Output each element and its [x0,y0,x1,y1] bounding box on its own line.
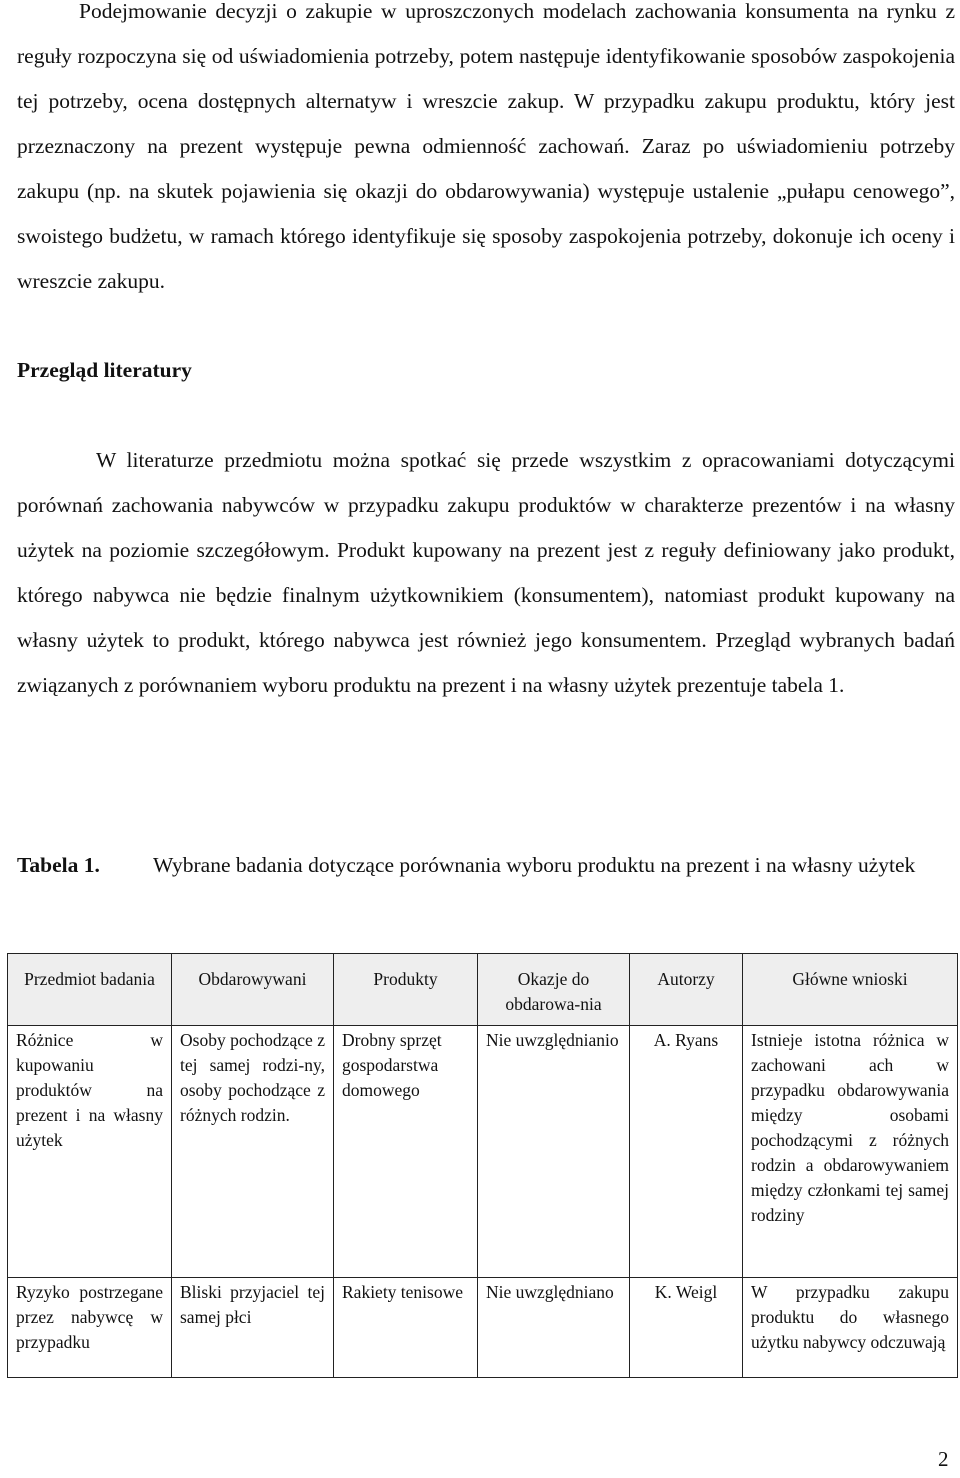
studies-table [7,953,958,1378]
table-cell: Rakiety tenisowe [334,1278,478,1378]
intro-paragraph: Podejmowanie decyzji o zakupie w uproszczonych modelach zachowania konsumenta na rynku z reguły rozpoczyna się od uświadomienia potrzeby, potem następuje identyfikowanie sposobów zaspokojenia tej potrzeby, ocena dostępnych alternatyw i wreszcie zakup. W przypadku zakupu produktu, który jest przeznaczony na prezent występuje pewna odmienność zachowań. Zaraz po uświadomieniu potrzeby zakupu (np. na skutek pojawienia się okazji do obdarowywania) występuje ustalenie „pułapu cenowego”, swoistego budżetu, w ramach którego identyfikuje się sposoby zaspokojenia potrzeby, dokonuje ich oceny i wreszcie zakupu. [17,0,955,293]
table-row [8,1026,958,1278]
header-cell: Produkty [334,954,478,1026]
table-cell: K. Weigl [630,1278,743,1378]
page-number: 2 [938,1447,949,1471]
table-cell: A. Ryans [630,1026,743,1278]
table-cell: Nie uwzględnianio [478,1026,630,1278]
table-cell: Istnieje istotna różnica w zachowani ach w przypadku obdarowywania między osobami pochodzącymi z różnych rodzin a obdarowywaniem między członkami tej samej rodziny [743,1026,958,1278]
section-heading: Przegląd literatury [17,358,192,382]
table-cell: W przypadku zakupu produktu do własnego użytku nabywcy odczuwają [743,1278,958,1378]
literature-paragraph: W literaturze przedmiotu można spotkać się przede wszystkim z opracowaniami dotyczącymi porównań zachowania nabywców w przypadku zakupu produktów w charakterze prezentów i na własny użytek na poziomie szczegółowym. Produkt kupowany na prezent jest z reguły definiowany jako produkt, którego nabywca nie będzie finalnym użytkownikiem (konsumentem), natomiast produkt kupowany na własny użytek to produkt, którego nabywca jest również jego konsumentem. Przegląd wybranych badań związanych z porównaniem wyboru produktu na prezent i na własny użytek prezentuje tabela 1. [17,448,955,697]
header-cell: Okazje do obdarowa-nia [478,954,630,1026]
table-caption-text: Wybrane badania dotyczące porównania wyboru produktu na prezent i na własny użytek [153,853,916,877]
header-cell: Główne wnioski [743,954,958,1026]
header-cell: Obdarowywani [172,954,334,1026]
table-row [8,1278,958,1378]
table-caption-label: Tabela 1. [17,853,100,877]
table-cell: Osoby pochodzące z tej samej rodzi-ny, osoby pochodzące z różnych rodzin. [172,1026,334,1278]
table-cell: Drobny sprzęt gospodarstwa domowego [334,1026,478,1278]
header-cell: Autorzy [630,954,743,1026]
table-cell: Bliski przyjaciel tej samej płci [172,1278,334,1378]
header-cell: Przedmiot badania [8,954,172,1026]
table-cell: Nie uwzględniano [478,1278,630,1378]
table-cell: Ryzyko postrzegane przez nabywcę w przypadku [8,1278,172,1378]
table-cell: Różnice w kupowaniu produktów na prezent i na własny użytek [8,1026,172,1278]
table-header-row [8,954,958,1026]
